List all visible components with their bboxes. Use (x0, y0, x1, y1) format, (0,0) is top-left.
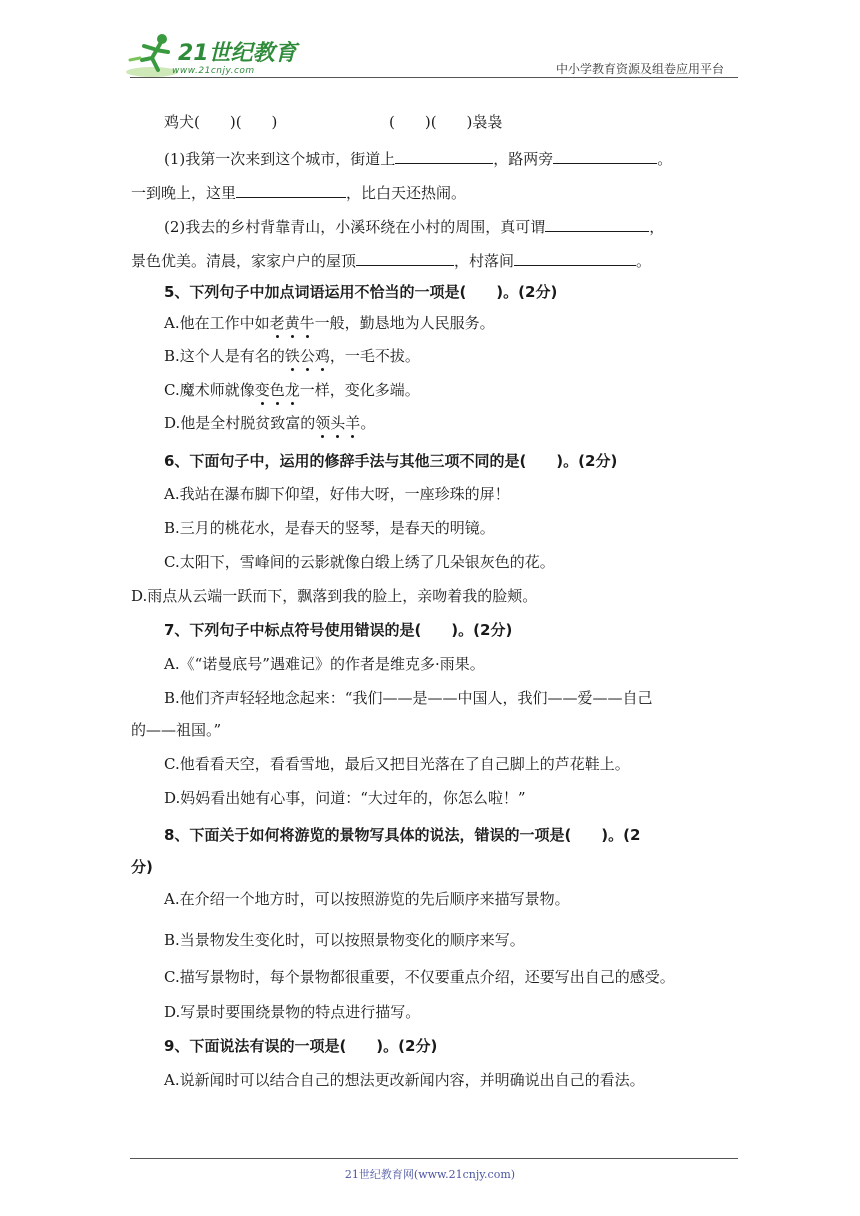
q5-option-d[interactable]: D.他是全村脱贫致富的领头羊。 (164, 414, 376, 432)
q7-option-c[interactable]: C.他看看天空，看看雪地，最后又把目光落在了自己脚上的芦花鞋上。 (164, 755, 630, 773)
q8-option-a[interactable]: A.在介绍一个地方时，可以按照游览的先后顺序来描写景物。 (164, 890, 570, 908)
blank[interactable] (553, 146, 657, 164)
blank[interactable] (545, 214, 649, 232)
platform-label: 中小学教育资源及组卷应用平台 (555, 62, 724, 76)
header-divider (130, 77, 738, 78)
q8-option-d[interactable]: D.写景时要围绕景物的特点进行描写。 (164, 1003, 421, 1021)
q5-option-a[interactable]: A.他在工作中如老黄牛一般，勤恳地为人民服务。 (164, 314, 495, 332)
q8-option-c[interactable]: C.描写景物时，每个景物都很重要，不仅要重点介绍，还要写出自己的感受。 (164, 968, 675, 986)
q9-option-a[interactable]: A.说新闻时可以结合自己的想法更改新闻内容，并明确说出自己的看法。 (164, 1071, 645, 1089)
footer-text: 21世纪教育网(www.21cnjy.com) (344, 1168, 516, 1181)
q8-stem: 8、下面关于如何将游览的景物写具体的说法，错误的一项是( )。(2 (164, 826, 641, 844)
q7-option-a[interactable]: A.《“诺曼底号”遇难记》的作者是维克多·雨果。 (164, 655, 485, 673)
q8-stem-cont: 分) (131, 858, 153, 876)
q5-option-b[interactable]: B.这个人是有名的铁公鸡，一毛不拔。 (164, 347, 420, 365)
logo-url: www.21cnjy.com (172, 66, 255, 76)
dotted-word: 变色龙 (254, 381, 300, 399)
q9-stem: 9、下面说法有误的一项是( )。(2分) (164, 1037, 438, 1055)
blank[interactable] (356, 248, 454, 266)
fill-sentence-2-cont: 景色优美。清晨，家家户户的屋顶 ，村落间 。 (131, 248, 651, 271)
footer-divider (130, 1158, 738, 1159)
logo-text: 21世纪教育 (178, 41, 297, 66)
fill-sentence-1-cont: 一到晚上，这里 ，比白天还热闹。 (131, 180, 466, 203)
q7-option-d[interactable]: D.妈妈看出她有心事，问道：“大过年的，你怎么啦！” (164, 789, 526, 807)
blank[interactable] (395, 146, 493, 164)
dotted-word: 铁公鸡 (284, 347, 330, 365)
idiom-left: 鸡犬( )( ) (164, 113, 278, 131)
q6-option-d[interactable]: D.雨点从云端一跃而下，飘落到我的脸上，亲吻着我的脸颊。 (131, 587, 538, 605)
q7-option-b-cont: 的——祖国。” (131, 721, 222, 739)
q7-option-b[interactable]: B.他们齐声轻轻地念起来：“我们——是——中国人，我们——爱——自己 (164, 689, 653, 707)
q6-option-a[interactable]: A.我站在瀑布脚下仰望，好伟大呀，一座珍珠的屏！ (164, 485, 510, 503)
q6-option-b[interactable]: B.三月的桃花水，是春天的竖琴，是春天的明镜。 (164, 519, 495, 537)
q6-option-c[interactable]: C.太阳下，雪峰间的云影就像白缎上绣了几朵银灰色的花。 (164, 553, 555, 571)
q5-stem: 5、下列句子中加点词语运用不恰当的一项是( )。(2分) (164, 283, 558, 301)
idiom-right: ( )( )袅袅 (389, 113, 503, 131)
blank[interactable] (514, 248, 636, 266)
dotted-word: 老黄牛 (269, 314, 315, 332)
q8-option-b[interactable]: B.当景物发生变化时，可以按照景物变化的顺序来写。 (164, 931, 525, 949)
dotted-word: 领头羊 (315, 414, 361, 432)
blank[interactable] (236, 180, 346, 198)
fill-sentence-2: (2)我去的乡村背靠青山，小溪环绕在小村的周围，真可谓 ， (164, 214, 664, 237)
q5-option-c[interactable]: C.魔术师就像变色龙一样，变化多端。 (164, 381, 420, 399)
fill-sentence-1: (1)我第一次来到这个城市，街道上 ，路两旁 。 (164, 146, 672, 169)
q6-stem: 6、下面句子中，运用的修辞手法与其他三项不同的是( )。(2分) (164, 452, 618, 470)
q7-stem: 7、下列句子中标点符号使用错误的是( )。(2分) (164, 621, 513, 639)
